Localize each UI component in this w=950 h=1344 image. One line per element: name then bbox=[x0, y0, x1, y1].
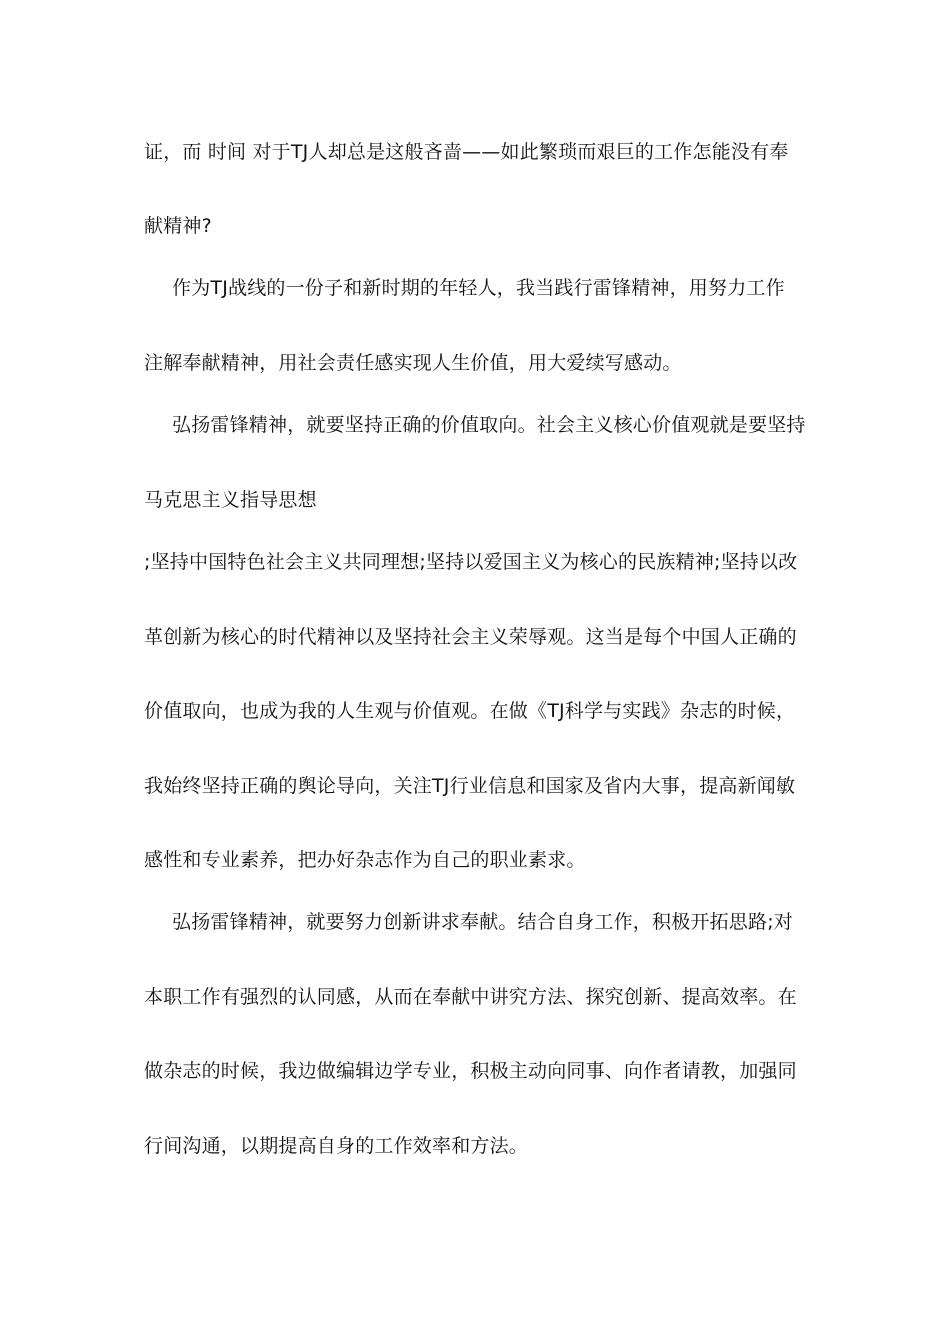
paragraph-start-line: 作为TJ战线的一份子和新时期的年轻人，我当践行雷锋精神，用努力工作 bbox=[172, 277, 785, 299]
text-line: 价值取向，也成为我的人生观与价值观。在做《TJ科学与实践》杂志的时候， bbox=[144, 700, 796, 722]
text-line: 革创新为核心的时代精神以及坚持社会主义荣辱观。这当是每个中国人正确的 bbox=[144, 626, 797, 648]
text-line: 马克思主义指导思想 bbox=[144, 489, 317, 511]
text-line: 做杂志的时候，我边做编辑边学专业，积极主动向同事、向作者请教，加强同 bbox=[144, 1060, 797, 1082]
text-line: 感性和专业素养，把办好杂志作为自己的职业素求。 bbox=[144, 849, 586, 871]
paragraph-start-line: 弘扬雷锋精神，就要努力创新讲求奉献。结合自身工作，积极开拓思路;对 bbox=[172, 911, 794, 933]
text-line: 证，而 时间 对于TJ人却总是这般吝啬——如此繁琐而艰巨的工作怎能没有奉 bbox=[144, 141, 789, 163]
text-line: 献精神? bbox=[144, 215, 212, 237]
text-line: 注解奉献精神，用社会责任感实现人生价值，用大爱续写感动。 bbox=[144, 352, 682, 374]
text-line: 本职工作有强烈的认同感，从而在奉献中讲究方法、探究创新、提高效率。在 bbox=[144, 986, 797, 1008]
text-line: 行间沟通，以期提高自身的工作效率和方法。 bbox=[144, 1135, 529, 1157]
paragraph-start-line: 弘扬雷锋精神，就要坚持正确的价值取向。社会主义核心价值观就是要坚持 bbox=[172, 414, 806, 436]
text-line: ;坚持中国特色社会主义共同理想;坚持以爱国主义为核心的民族精神;坚持以改 bbox=[144, 551, 798, 573]
text-line: 我始终坚持正确的舆论导向，关注TJ行业信息和国家及省内大事，提高新闻敏 bbox=[144, 775, 796, 797]
